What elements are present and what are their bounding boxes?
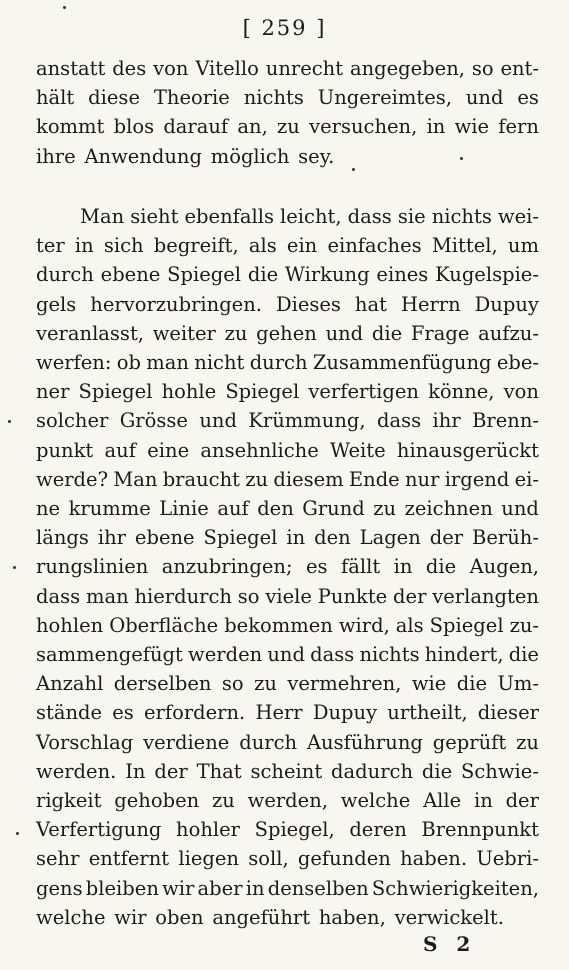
signature-mark: S 2 bbox=[423, 932, 477, 956]
text-line: punkt auf eine ansehnliche Weite hinausgerückt bbox=[36, 438, 539, 462]
ink-speck bbox=[8, 420, 11, 423]
text-line: anstatt des von Vitello unrecht angegeben, so ent- bbox=[36, 57, 539, 80]
text-line: rungslinien anzubringen; es fällt in die Augen, bbox=[36, 555, 539, 579]
text-line: dass man hierdurch so viele Punkte der verlangten bbox=[36, 584, 539, 608]
text-line: gels hervorzubringen. Dieses hat Herrn Dupuy bbox=[36, 292, 539, 316]
text-line: Man sieht ebenfalls leicht, dass sie nichts wei- bbox=[80, 205, 539, 228]
text-line: gens bleiben wir aber in denselben Schwierigkeiten, bbox=[36, 876, 539, 900]
paragraph-1 bbox=[36, 54, 539, 171]
text-line: ner Spiegel hohle Spiegel verfertigen könne, von bbox=[36, 380, 539, 404]
paragraph-2 bbox=[36, 202, 539, 932]
text-line: sehr entfernt liegen soll, gefunden haben. Uebri- bbox=[36, 847, 539, 871]
text-line: solcher Grösse und Krümmung, dass ihr Brenn- bbox=[36, 409, 539, 433]
text-line: Anzahl derselben so zu vermehren, wie die Um- bbox=[36, 672, 539, 696]
ink-speck bbox=[460, 157, 463, 160]
text-line: sammengefügt werden und dass nichts hindert, die bbox=[36, 643, 539, 667]
text-line: durch ebene Spiegel die Wirkung eines Kugelspie- bbox=[36, 263, 539, 287]
ink-speck bbox=[16, 832, 19, 835]
text-line: welche wir oben angeführt haben, verwickelt. bbox=[36, 905, 504, 929]
text-line: ne krumme Linie auf den Grund zu zeichnen und bbox=[36, 497, 539, 521]
page-number: [ 259 ] bbox=[242, 16, 327, 40]
text-line: werfen: ob man nicht durch Zusammenfügung ebe- bbox=[36, 351, 539, 375]
text-line: kommt blos darauf an, zu versuchen, in wie fern bbox=[36, 115, 539, 139]
text-line: ihre Anwendung möglich sey. bbox=[36, 144, 335, 168]
text-line: hohlen Oberfläche bekommen wird, als Spiegel zu- bbox=[36, 613, 539, 637]
ink-speck bbox=[352, 168, 355, 171]
text-line: Verfertigung hohler Spiegel, deren Brennpunkt bbox=[36, 818, 539, 842]
text-line: veranlasst, weiter zu gehen und die Frage aufzu- bbox=[36, 321, 539, 345]
text-line: Vorschlag verdiene durch Ausführung geprüft zu bbox=[36, 730, 539, 754]
text-line: längs ihr ebene Spiegel in den Lagen der Berüh- bbox=[36, 526, 539, 550]
ink-speck bbox=[13, 566, 16, 569]
text-line: werde? Man braucht zu diesem Ende nur irgend ei- bbox=[36, 467, 539, 491]
text-line: hält diese Theorie nichts Ungereimtes, und es bbox=[36, 86, 539, 110]
text-line: werden. In der That scheint dadurch die Schwie- bbox=[36, 759, 539, 783]
text-line: ter in sich begreift, als ein einfaches Mittel, um bbox=[36, 234, 539, 258]
text-line: rigkeit gehoben zu werden, welche Alle in der bbox=[36, 789, 539, 813]
text-line: stände es erfordern. Herr Dupuy urtheilt, dieser bbox=[36, 701, 539, 725]
ink-speck bbox=[63, 6, 66, 9]
